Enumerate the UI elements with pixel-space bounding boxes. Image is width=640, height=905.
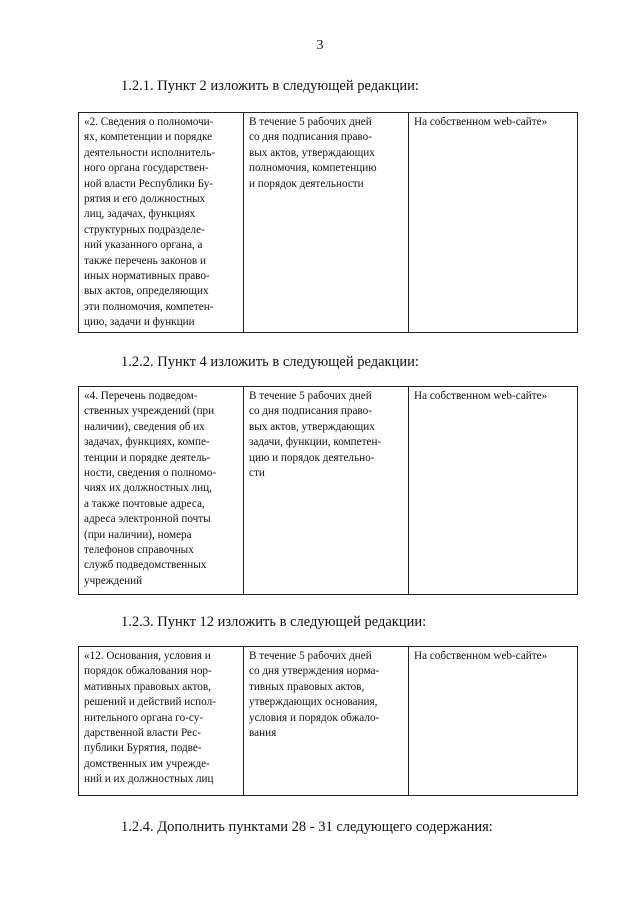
table-1-info-cell: «2. Сведения о полномочи- ях, компетенции и порядке деятельности исполнитель- ного органа государствен- ной власти Республики Бу- рятия и его должностных лиц, задачах, функциях структурных подразделе- ний указанного органа, а также перечень законов и иных нормативных право- вых актов, определяющих эти полномочия, компетен- цию, задачи и функции bbox=[79, 113, 244, 332]
section-heading-1: 1.2.1. Пункт 2 изложить в следующей редакции: bbox=[121, 78, 419, 94]
table-1-period-cell: В течение 5 рабочих дней со дня подписания право- вых актов, утверждающих полномочия, компетенцию и порядок деятельности bbox=[244, 113, 409, 332]
table-2-info-cell: «4. Перечень подведом- ственных учреждений (при наличии), сведения об их задачах, функциях, компе- тенции и порядке деятель- ности, сведения о полномо- чиях их должностных лиц, а также почтовые адреса, адреса электронной почты (при наличии), номера телефонов справочных служб подведомственных учреждений bbox=[79, 387, 244, 594]
section-heading-4: 1.2.4. Дополнить пунктами 28 - 31 следующего содержания: bbox=[121, 819, 493, 835]
section-heading-3: 1.2.3. Пункт 12 изложить в следующей редакции: bbox=[121, 614, 427, 630]
table-1 bbox=[78, 112, 578, 333]
table-1-place-cell: На собственном web-сайте» bbox=[414, 116, 548, 128]
table-2-place-cell: На собственном web-сайте» bbox=[414, 390, 548, 402]
section-heading-2: 1.2.2. Пункт 4 изложить в следующей редакции: bbox=[121, 354, 419, 370]
table-2-period-cell: В течение 5 рабочих дней со дня подписания право- вых актов, утверждающих задачи, функции, компетен- цию и порядок деятельно- сти bbox=[244, 387, 409, 594]
table-3-place-cell: На собственном web-сайте» bbox=[414, 650, 548, 662]
table-3 bbox=[78, 646, 578, 796]
table-2 bbox=[78, 386, 578, 595]
table-3-info-cell: «12. Основания, условия и порядок обжалования нор- мативных правовых актов, решений и действий испол- нительного органа го-су- дарственной власти Рес- публики Бурятия, подве- домственных им учрежде- ний и их должностных лиц bbox=[79, 647, 244, 795]
table-3-period-cell: В течение 5 рабочих дней со дня утверждения норма- тивных правовых актов, утверждающих основания, условия и порядок обжало- вания bbox=[244, 647, 409, 795]
page-number: 3 bbox=[316, 38, 324, 53]
